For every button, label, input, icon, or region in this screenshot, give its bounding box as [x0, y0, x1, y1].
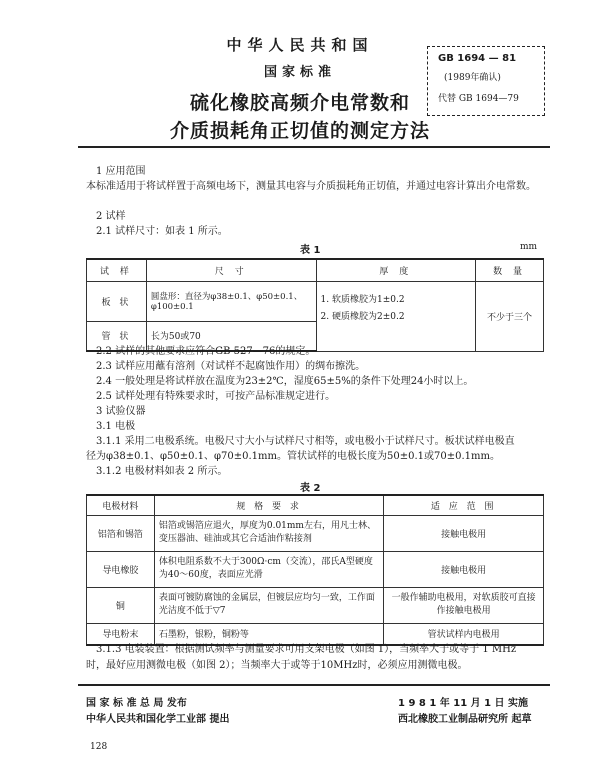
section-2-3: 2.3 试样应用蘸有溶剂（对试样不起腐蚀作用）的绸布擦洗。	[96, 361, 366, 372]
table2-caption: 表 2	[300, 483, 321, 494]
table2-header-row	[87, 495, 544, 515]
table2-header-scope: 适 应 范 围	[384, 495, 544, 515]
country-heading: 中华人民共和国	[226, 36, 374, 54]
table1-type-plate: 板 状	[87, 281, 147, 321]
section-3-1-1-line2: 径为φ38±0.1、φ50±0.1、φ70±0.1mm。管状试样的电极长度为50±0.1或70±0.1mm。	[86, 451, 500, 462]
table2-scope: 一般作辅助电极用，对软质胶可直接作接触电极用	[384, 587, 544, 623]
gb-confirmed: (1989年确认)	[444, 73, 501, 83]
table2-material: 导电橡胶	[87, 551, 155, 587]
footer-effective-date: 1 9 8 1 年 11 月 1 日 实施	[398, 698, 529, 709]
table2-material: 导电粉末	[87, 623, 155, 645]
footer-rule	[78, 684, 550, 686]
section-1-title: 1 应用范围	[96, 166, 146, 177]
table2-header-spec: 规 格 要 求	[154, 495, 384, 515]
table1-header-thickness: 厚 度	[316, 259, 476, 281]
section-3-1-1-line1: 3.1.1 采用二电极系统。电极尺寸大小与试样尺寸相等，或电极小于试样尺寸。板状试样电极直	[96, 436, 515, 447]
table1-header-sample: 试 样	[87, 259, 147, 281]
table1-unit: mm	[520, 242, 538, 252]
document-title-line2: 介质损耗角正切值的测定方法	[169, 120, 430, 142]
section-3-1-3-line1: 3.1.3 电装装置：根据测试频率与测量要求可用支架电极（如图 1），当频率大于或等于 1 MHz	[96, 644, 517, 655]
section-3-1-3-line2: 时，最好应用测微电极（如图 2）；当频率大于或等于10MHz时，必须应用测微电极。	[86, 660, 468, 671]
section-2-5: 2.5 试样处理有特殊要求时，可按产品标准规定进行。	[96, 391, 336, 402]
section-2-title: 2 试样	[96, 211, 126, 222]
table2-spec: 石墨粉，银粉，铜粉等	[154, 623, 384, 645]
table2-spec: 铝箔或锡箔应退火，厚度为0.01mm左右，用凡士林、变压器油、硅油或其它合适油作粘接剂	[154, 515, 384, 551]
table2-spec: 体积电阻系数不大于300Ω·cm（交流），邵氏A型硬度为40～60度，表面应光滑	[154, 551, 384, 587]
page-number: 128	[90, 742, 108, 752]
table2-scope: 接触电极用	[384, 551, 544, 587]
table2-scope: 管状试样内电极用	[384, 623, 544, 645]
section-3-1: 3.1 电极	[96, 421, 136, 432]
table1-size-tube: 长为50或70	[146, 321, 316, 351]
standard-type-heading: 国家标准	[263, 65, 336, 80]
table1-header-row	[87, 259, 544, 281]
table2-material: 铝箔和锡箔	[87, 515, 155, 551]
table1-quantity: 不少于三个	[476, 281, 544, 351]
gb-number-box	[427, 46, 545, 116]
table-row	[87, 281, 544, 321]
table1-header-quantity: 数 量	[476, 259, 544, 281]
table1-size-plate: 圆盘形：直径为φ38±0.1、φ50±0.1、φ100±0.1	[146, 281, 316, 321]
section-1-text: 本标准适用于将试样置于高频电场下，测量其电容与介质损耗角正切值，并通过电容计算出介电常数。	[86, 181, 536, 192]
gb-number: GB 1694 — 81	[438, 53, 517, 64]
document-title-line1: 硫化橡胶高频介电常数和	[189, 92, 410, 114]
table-2	[86, 494, 544, 646]
section-3-1-2: 3.1.2 电极材料如表 2 所示。	[96, 466, 228, 477]
table2-header-material: 电极材料	[87, 495, 155, 515]
section-2-2: 2.2 试样的其他要求应符合GB 527—76的规定。	[96, 346, 316, 357]
table-row	[87, 515, 544, 551]
table2-scope: 接触电极用	[384, 515, 544, 551]
table-row	[87, 551, 544, 587]
footer-proposer: 中华人民共和国化学工业部 提出	[86, 714, 230, 725]
section-3-title: 3 试验仪器	[96, 406, 146, 417]
footer-drafter: 西北橡胶工业制品研究所 起草	[398, 714, 532, 725]
footer-issuer: 国 家 标 准 总 局 发布	[86, 698, 187, 709]
table1-caption: 表 1	[300, 245, 321, 256]
header-rule	[78, 146, 550, 148]
table-row	[87, 587, 544, 623]
table1-thickness-soft: 1. 软质橡胶为1±0.2	[320, 294, 405, 305]
table2-spec: 表面可镀防腐蚀的金属层，但镀层应均匀一致，工作面光洁度不低于▽7	[154, 587, 384, 623]
table1-type-tube: 管 状	[87, 321, 147, 351]
table1-thickness	[316, 281, 476, 351]
table1-header-size: 尺 寸	[146, 259, 316, 281]
table2-material: 铜	[87, 587, 155, 623]
section-2-1: 2.1 试样尺寸：如表 1 所示。	[96, 226, 228, 237]
table1-thickness-hard: 2. 硬质橡胶为2±0.2	[320, 311, 405, 322]
section-2-4: 2.4 一般处理是将试样放在温度为23±2℃，湿度65±5%的条件下处理24小时以上。	[96, 376, 474, 387]
table-1	[86, 258, 544, 352]
gb-replaces: 代替 GB 1694—79	[438, 94, 519, 104]
